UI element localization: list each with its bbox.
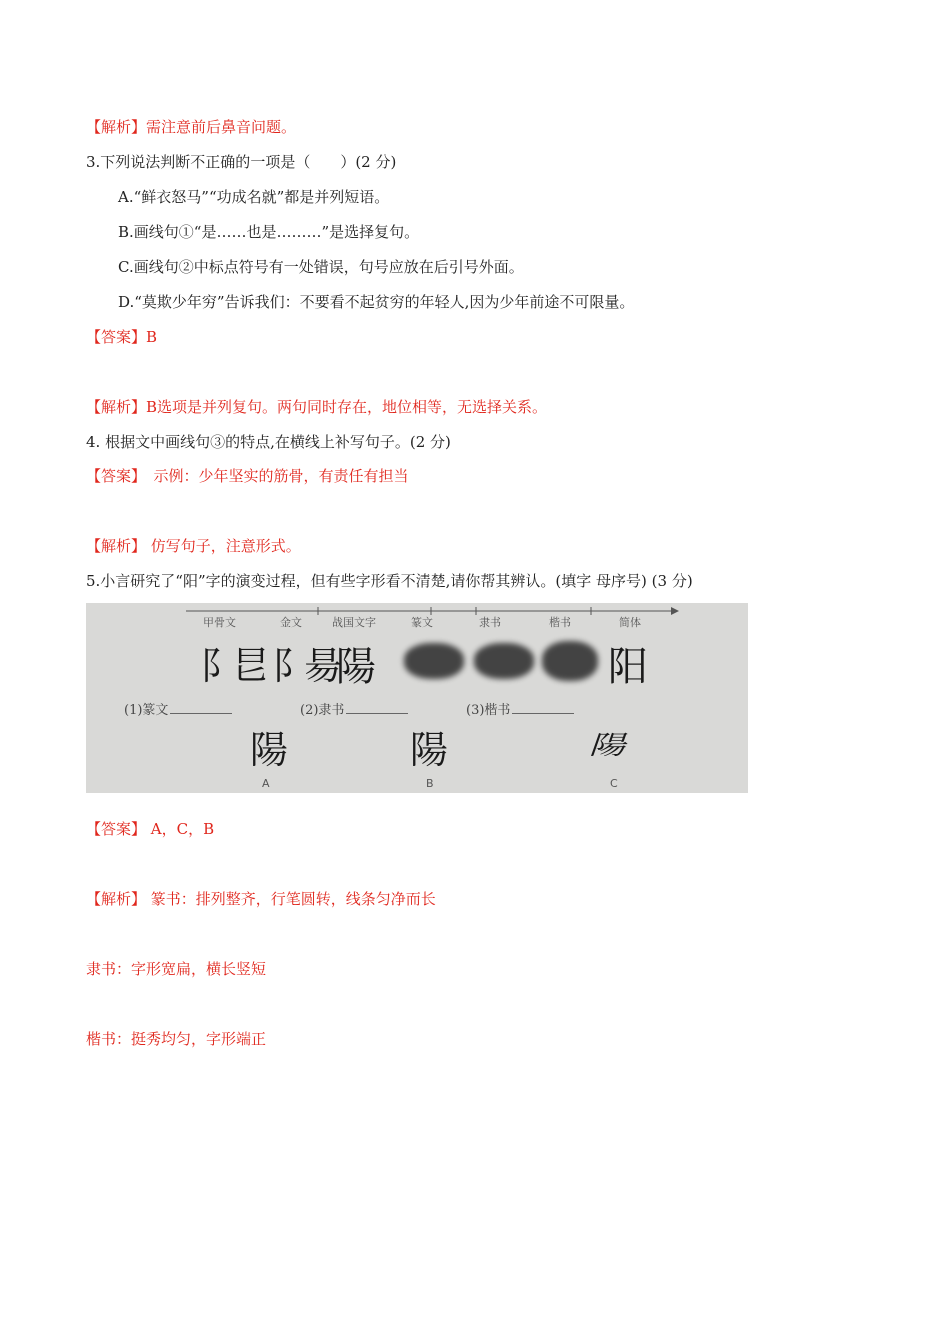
answer-tag: 【答案】 (86, 820, 147, 838)
stage-label: 甲骨文 (203, 616, 236, 629)
answer-text: A，C，B (146, 820, 215, 838)
question-3: 3.下列说法判断不正确的一项是（ ）(2 分) (86, 153, 397, 171)
answer-text: 示例：少年坚实的筋骨，有责任有担当 (138, 467, 409, 485)
simplified-glyph: 阳 (608, 644, 648, 690)
stage-label: 简体 (619, 616, 641, 629)
stage-label: 战国文字 (332, 616, 376, 629)
explanation-2 (86, 117, 296, 137)
oracle-bone-glyph: 阝㫐 (200, 644, 265, 688)
option-c-letter: C (610, 777, 618, 790)
option-c-glyph: 陽 (588, 731, 626, 761)
bronze-glyph: 阝昜 (272, 644, 337, 688)
blurred-regular-glyph (542, 641, 598, 681)
stage-label: 隶书 (479, 616, 501, 629)
explanation-tag: 【解析】 (86, 890, 147, 908)
option-a-glyph: 陽 (250, 728, 289, 772)
explanation-3 (86, 397, 547, 417)
answer-4 (86, 466, 409, 486)
answer-tag: 【答案】 (86, 467, 139, 485)
blurred-clerical-glyph (474, 643, 534, 679)
answer-5 (86, 819, 214, 839)
explanation-5 (86, 889, 436, 909)
explanation-text: 篆书：排列整齐，行笔圆转，线条匀净而长 (146, 890, 436, 908)
option-a: A.“鲜衣怒马”“功成名就”都是并列短语。 (118, 188, 390, 206)
stage-label: 楷书 (549, 616, 571, 629)
character-evolution-figure (86, 603, 748, 793)
explanation-text: B选项是并列复句。两句同时存在，地位相等，无选择关系。 (146, 398, 548, 416)
explanation-tag: 【解析】 (86, 398, 147, 416)
option-b: B.画线句①“是……也是………”是选择复句。 (118, 223, 420, 241)
explanation-4 (86, 536, 301, 556)
option-c: C.画线句②中标点符号有一处错误，句号应放在后引号外面。 (118, 258, 524, 276)
blank-1: (1)篆文 (124, 699, 232, 718)
blank-3: (3)楷书 (466, 699, 574, 718)
option-a-letter: A (262, 777, 270, 790)
answer-text: B (146, 328, 158, 346)
stage-label: 篆文 (411, 616, 433, 629)
question-5: 5.小言研究了“阳”字的演变过程，但有些字形看不清楚,请你帮其辨认。(填字 母序号) (3 分) (86, 572, 693, 590)
blurred-seal-glyph (404, 643, 464, 679)
explanation-tag: 【解析】 (86, 537, 147, 555)
option-d: D.“莫欺少年穷”告诉我们：不要看不起贫穷的年轻人,因为少年前途不可限量。 (118, 293, 635, 311)
answer-tag: 【答案】 (86, 328, 147, 346)
option-b-letter: B (426, 777, 434, 790)
explanation-clerical: 隶书：字形宽扁，横长竖短 (86, 960, 267, 978)
explanation-text: 需注意前后鼻音问题。 (146, 118, 297, 136)
answer-3 (86, 327, 157, 347)
warring-states-glyph: 陽 (336, 644, 376, 690)
stage-label: 金文 (280, 616, 302, 629)
explanation-text: 仿写句子，注意形式。 (146, 537, 301, 555)
explanation-tag: 【解析】 (86, 118, 147, 136)
explanation-regular: 楷书：挺秀均匀，字形端正 (86, 1030, 267, 1048)
question-4: 4. 根据文中画线句③的特点,在横线上补写句子。(2 分) (86, 433, 451, 451)
blank-2: (2)隶书 (300, 699, 408, 718)
option-b-glyph: 陽 (410, 728, 449, 772)
